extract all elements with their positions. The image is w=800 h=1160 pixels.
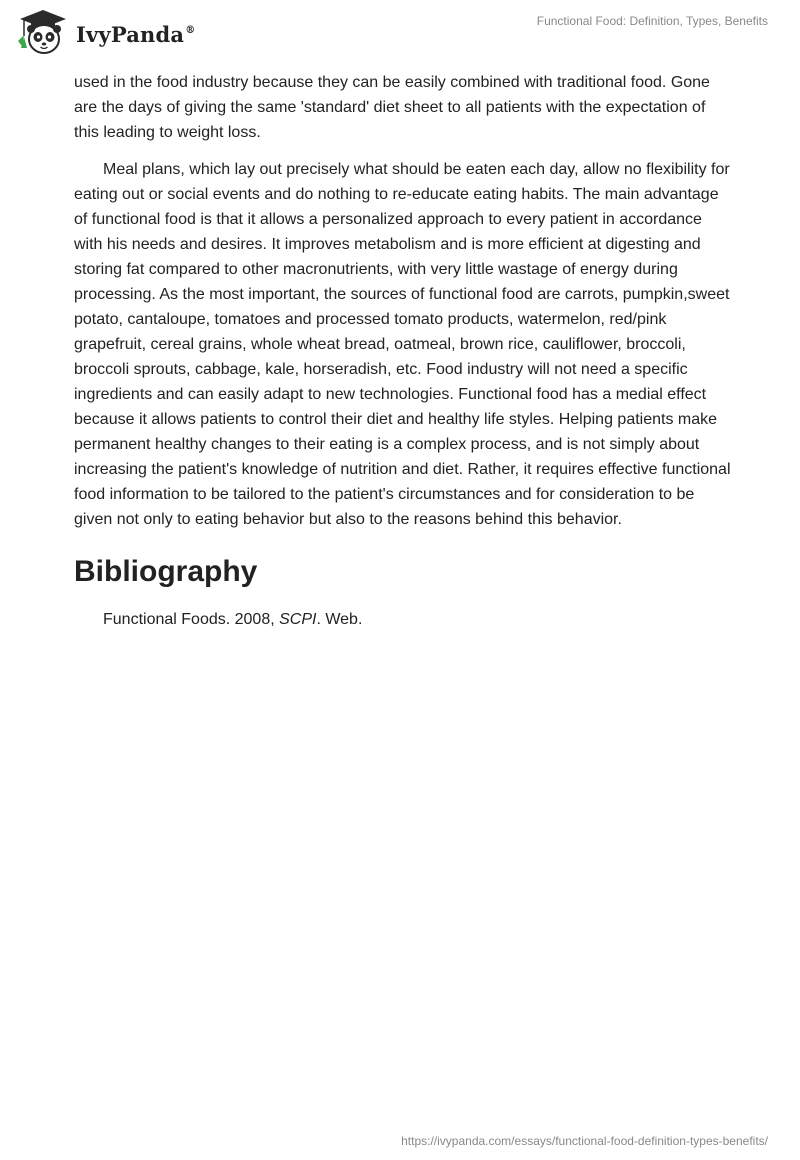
panda-logo-icon [16,8,70,56]
bibliography-heading: Bibliography [74,555,258,588]
bibliography-source: SCPI [279,611,317,628]
body-paragraph: Meal plans, which lay out precisely what should be eaten each day, allow no flexibility for eating out or social events and do nothing to re-educate eating habits. The main advantage of functional food is that it allows a personalized approach to every patient in accordance with his needs and desires. It improves metabolism and is more efficient at digesting and storing fat compared to other macronutrients, with very little wastage of energy during processing. As the most important, the sources of functional food are carrots, pumpkin,sweet potato, cantaloupe, tomatoes and processed tomato products, watermelon, red/pink grapefruit, cereal grains, whole wheat bread, oatmeal, brown rice, cauliflower, broccoli, broccoli sprouts, cabbage, kale, horseradish, etc. Food industry will not need a specific ingredients and can easily adapt to new technologies. Functional food has a medial effect because it allows patients to control their diet and healthy life styles. Helping patients make permanent healthy changes to their eating is a complex process, and is not simply about increasing the patient's knowledge of nutrition and diet. Rather, it requires effective functional food information to be tailored to the patient's circumstances and for consideration to be given not only to eating behavior but also to the reasons behind this behavior. [74,161,731,528]
page-header [0,0,800,70]
footer-url[interactable]: https://ivypanda.com/essays/functional-food-definition-types-benefits/ [401,1134,768,1148]
brand-name: IvyPanda® [76,21,196,47]
bibliography-entry: Functional Foods. 2008, SCPI. Web. [103,611,363,628]
brand-logo[interactable] [16,8,195,56]
document-title: Functional Food: Definition, Types, Benefits [536,14,768,28]
essay-content [74,70,734,632]
body-paragraph: used in the food industry because they can be easily combined with traditional food. Gone are the days of giving the same 'standard' diet sheet to all patients with the expectation of this leading to weight loss. [74,74,710,141]
